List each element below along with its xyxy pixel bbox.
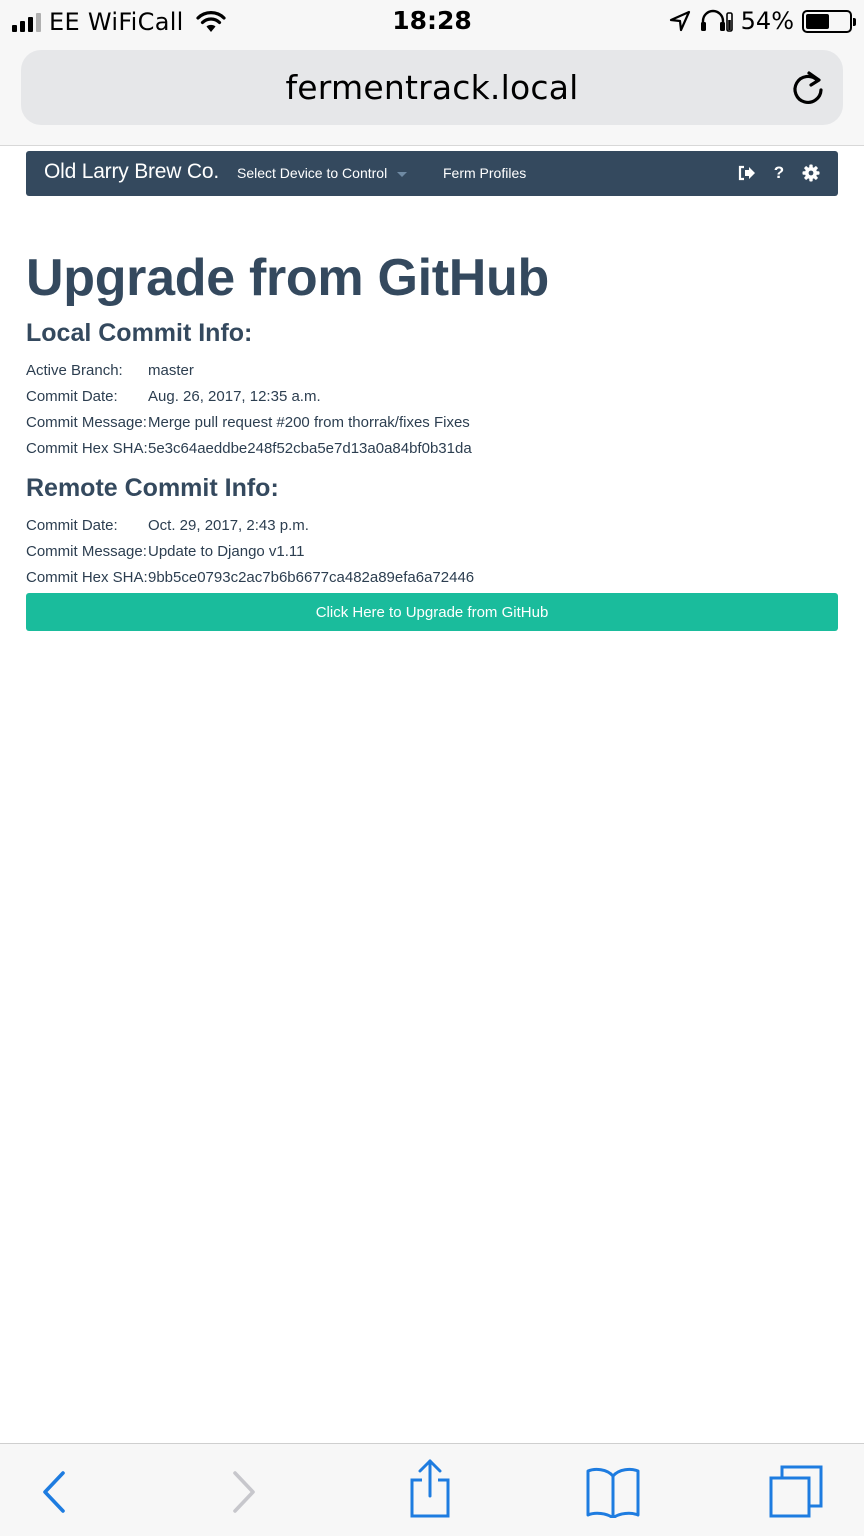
info-label: Commit Date: xyxy=(26,517,118,534)
status-time: 18:28 xyxy=(392,6,472,35)
url-text: fermentrack.local xyxy=(285,68,579,107)
question-icon: ? xyxy=(773,163,785,182)
info-label: Commit Date: xyxy=(26,388,118,405)
main-content xyxy=(26,248,838,591)
info-value: Oct. 29, 2017, 2:43 p.m. xyxy=(148,517,309,534)
info-value: Aug. 26, 2017, 12:35 a.m. xyxy=(148,388,321,405)
reload-icon xyxy=(791,70,825,106)
forward-button[interactable] xyxy=(214,1462,274,1522)
chevron-right-icon xyxy=(231,1470,257,1514)
share-button[interactable] xyxy=(400,1458,460,1518)
settings-button[interactable] xyxy=(802,164,820,182)
ferm-profiles-link[interactable]: Ferm Profiles xyxy=(443,165,527,181)
browser-toolbar xyxy=(0,1443,864,1536)
info-row-commit-message xyxy=(26,539,838,565)
upgrade-from-github-button[interactable]: Click Here to Upgrade from GitHub xyxy=(26,593,838,631)
info-value: Update to Django v1.11 xyxy=(148,543,305,560)
status-bar xyxy=(0,0,864,44)
tabs-icon xyxy=(768,1464,824,1520)
reload-button[interactable] xyxy=(789,69,827,107)
location-arrow-icon xyxy=(669,10,691,32)
brand-link[interactable]: Old Larry Brew Co. xyxy=(44,160,219,183)
info-value: Merge pull request #200 from thorrak/fixes Fixes xyxy=(148,414,470,431)
remote-commit-info xyxy=(26,513,838,591)
info-label: Commit Message: xyxy=(26,414,147,431)
info-label: Commit Hex SHA: xyxy=(26,440,148,457)
browser-address-bar xyxy=(0,44,864,146)
caret-down-icon xyxy=(397,172,407,177)
page-title: Upgrade from GitHub xyxy=(26,249,549,307)
info-row-commit-sha xyxy=(26,565,838,591)
info-row-commit-date xyxy=(26,384,838,410)
tabs-button[interactable] xyxy=(766,1462,826,1522)
site-navbar xyxy=(26,151,838,196)
info-row-commit-date xyxy=(26,513,838,539)
info-value: 9bb5ce0793c2ac7b6b6677ca482a89efa6a72446 xyxy=(148,569,475,586)
gear-icon xyxy=(802,164,820,182)
back-button[interactable] xyxy=(24,1462,84,1522)
info-row-commit-message xyxy=(26,410,838,436)
local-commit-heading: Local Commit Info: xyxy=(26,319,253,347)
select-device-dropdown[interactable] xyxy=(237,165,407,181)
sign-out-icon xyxy=(738,165,756,181)
navbar-icons xyxy=(738,164,820,182)
local-commit-info xyxy=(26,358,838,462)
carrier-name: EE WiFiCall xyxy=(49,8,184,36)
help-button[interactable] xyxy=(770,164,788,182)
info-label: Commit Hex SHA: xyxy=(26,569,148,586)
info-label: Commit Message: xyxy=(26,543,147,560)
info-value: 5e3c64aeddbe248f52cba5e7d13a0a84bf0b31da xyxy=(148,440,472,457)
bookmarks-button[interactable] xyxy=(583,1462,643,1522)
remote-commit-heading: Remote Commit Info: xyxy=(26,474,279,502)
info-row-commit-sha xyxy=(26,436,838,462)
url-field[interactable] xyxy=(21,50,843,125)
sign-out-button[interactable] xyxy=(738,164,756,182)
info-label: Active Branch: xyxy=(26,362,123,379)
select-device-label: Select Device to Control xyxy=(237,165,388,181)
info-value: master xyxy=(148,362,194,379)
bookmarks-book-icon xyxy=(585,1466,641,1518)
chevron-left-icon xyxy=(41,1470,67,1514)
battery-percent: 54% xyxy=(740,7,794,35)
battery-icon xyxy=(802,10,852,33)
status-right xyxy=(669,7,852,35)
headphones-icon xyxy=(699,9,733,33)
info-row-active-branch xyxy=(26,358,838,384)
share-icon xyxy=(408,1458,452,1518)
battery-level xyxy=(806,14,829,29)
